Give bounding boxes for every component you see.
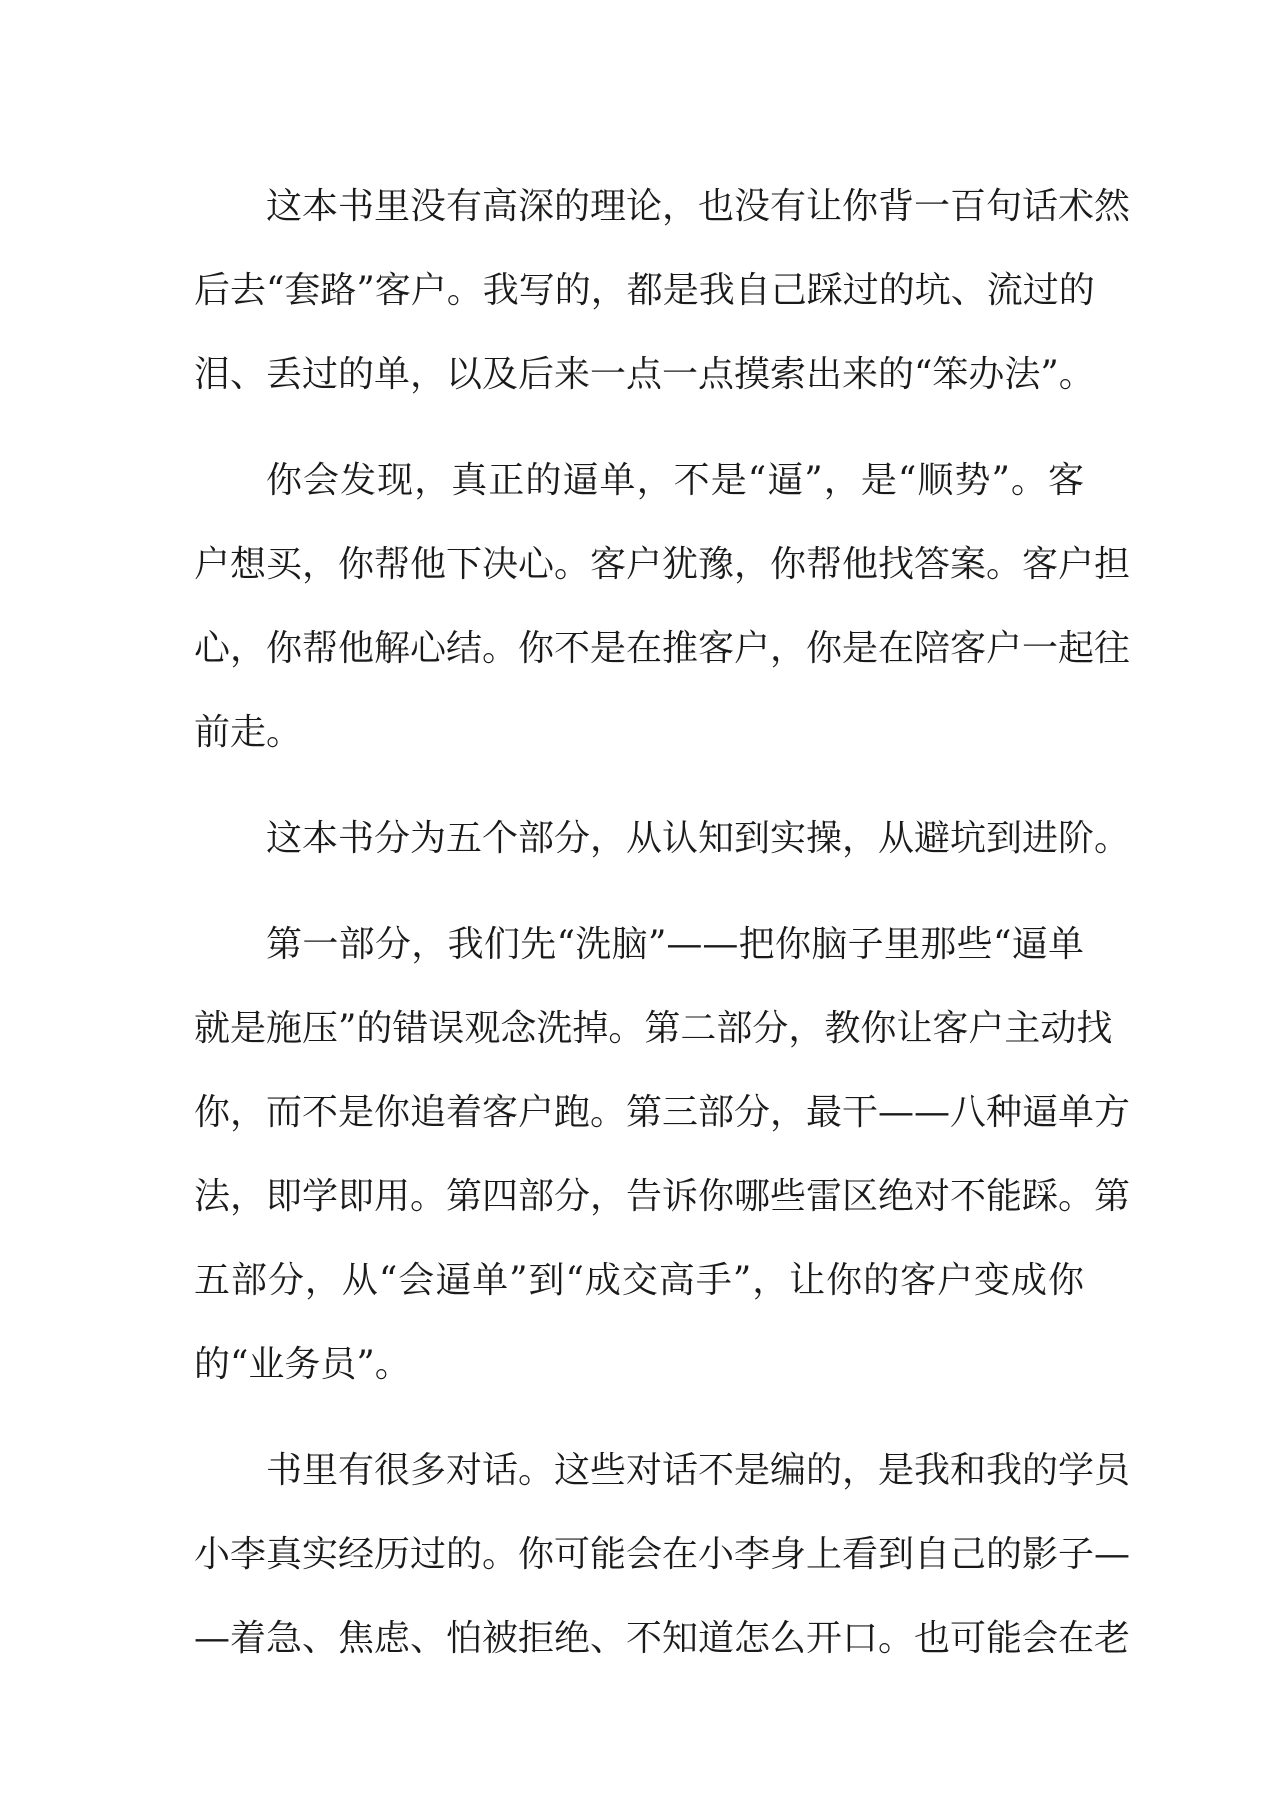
text-line: 户想买，你帮他下决心。客户犹豫，你帮他找答案。客户担 — [194, 544, 1131, 585]
text-line: 你会发现，真正的逼单，不是“逼”，是“顺势”。客 — [266, 460, 1084, 501]
paragraph — [194, 797, 1131, 881]
paragraph — [194, 903, 1131, 1407]
paragraph — [194, 165, 1131, 417]
text-line: 就是施压”的错误观念洗掉。第二部分，教你让客户主动找 — [194, 1008, 1113, 1049]
text-line: 小李真实经历过的。你可能会在小李身上看到自己的影子— — [194, 1534, 1131, 1575]
text-line: 法，即学即用。第四部分，告诉你哪些雷区绝对不能踩。第 — [194, 1176, 1131, 1217]
paragraph — [194, 439, 1131, 775]
text-line: 泪、丢过的单，以及后来一点一点摸索出来的“笨办法”。 — [194, 354, 1095, 395]
text-line: 五部分，从“会逼单”到“成交高手”，让你的客户变成你 — [194, 1260, 1084, 1301]
text-line: 后去“套路”客户。我写的，都是我自己踩过的坑、流过的 — [194, 270, 1095, 311]
text-line: —着急、焦虑、怕被拒绝、不知道怎么开口。也可能会在老 — [194, 1618, 1131, 1659]
text-line: 你，而不是你追着客户跑。第三部分，最干——八种逼单方 — [194, 1092, 1131, 1133]
text-line: 的“业务员”。 — [194, 1344, 411, 1385]
paragraph — [194, 1429, 1131, 1681]
text-line: 心，你帮他解心结。你不是在推客户，你是在陪客户一起往 — [194, 628, 1131, 669]
text-line: 这本书分为五个部分，从认知到实操，从避坑到进阶。 — [266, 818, 1131, 859]
text-line: 第一部分，我们先“洗脑”——把你脑子里那些“逼单 — [266, 924, 1084, 965]
text-line: 前走。 — [194, 712, 303, 753]
text-line: 这本书里没有高深的理论，也没有让你背一百句话术然 — [266, 186, 1131, 227]
body-text — [194, 165, 1131, 1703]
text-line: 书里有很多对话。这些对话不是编的，是我和我的学员 — [266, 1450, 1131, 1491]
